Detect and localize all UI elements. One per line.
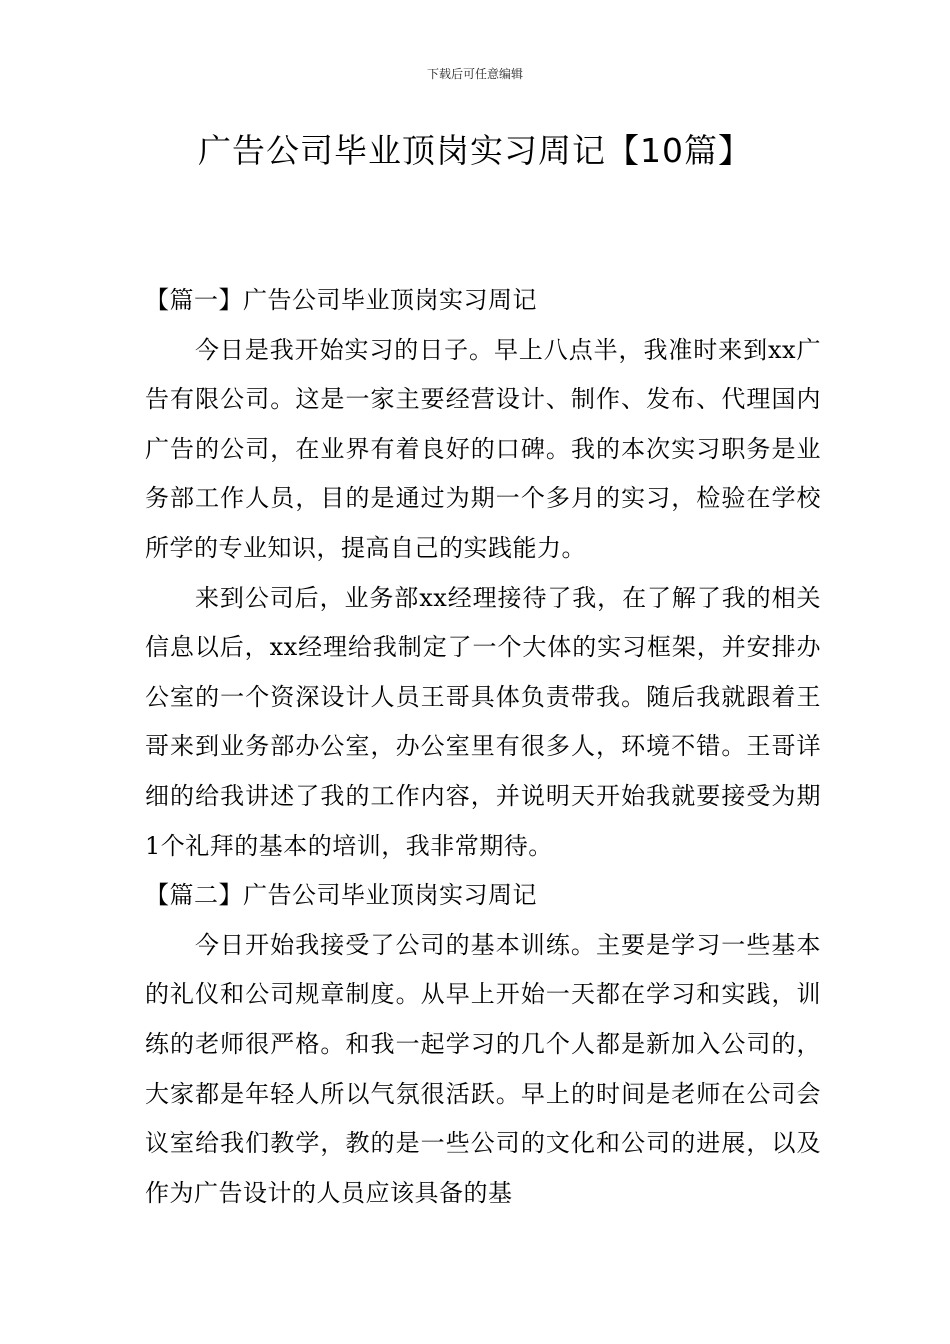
header-note: 下载后可任意编辑 — [426, 67, 523, 81]
document-body — [145, 276, 821, 1218]
section-heading: 【篇一】广告公司毕业顶岗实习周记 — [145, 286, 537, 314]
section-heading: 【篇二】广告公司毕业顶岗实习周记 — [145, 881, 537, 910]
paragraph: 今日是我开始实习的日子。早上八点半，我准时来到xx广告有限公司。这是一家主要经营设计、制作、发布、代理国内广告的公司，在业界有着良好的口碑。我的本次实习职务是业务部工作人员，目的是通过为期一个多月的实习，检验在学校所学的专业知识，提高自己的实践能力。 — [145, 335, 821, 562]
paragraph: 今日开始我接受了公司的基本训练。主要是学习一些基本的礼仪和公司规章制度。从早上开始一天都在学习和实践，训练的老师很严格。和我一起学习的几个人都是新加入公司的，大家都是年轻人所以气氛很活跃。早上的时间是老师在公司会议室给我们教学，教的是一些公司的文化和公司的进展，以及作为广告设计的人员应该具备的基 — [145, 930, 821, 1207]
paragraph: 来到公司后，业务部xx经理接待了我，在了解了我的相关信息以后，xx经理给我制定了一个大体的实习框架，并安排办公室的一个资深设计人员王哥具体负责带我。随后我就跟着王哥来到业务部办公室，办公室里有很多人，环境不错。王哥详细的给我讲述了我的工作内容，并说明天开始我就要接受为期1个礼拜的基本的培训，我非常期待。 — [145, 583, 821, 860]
document-title: 广告公司毕业顶岗实习周记【10篇】 — [198, 131, 752, 170]
